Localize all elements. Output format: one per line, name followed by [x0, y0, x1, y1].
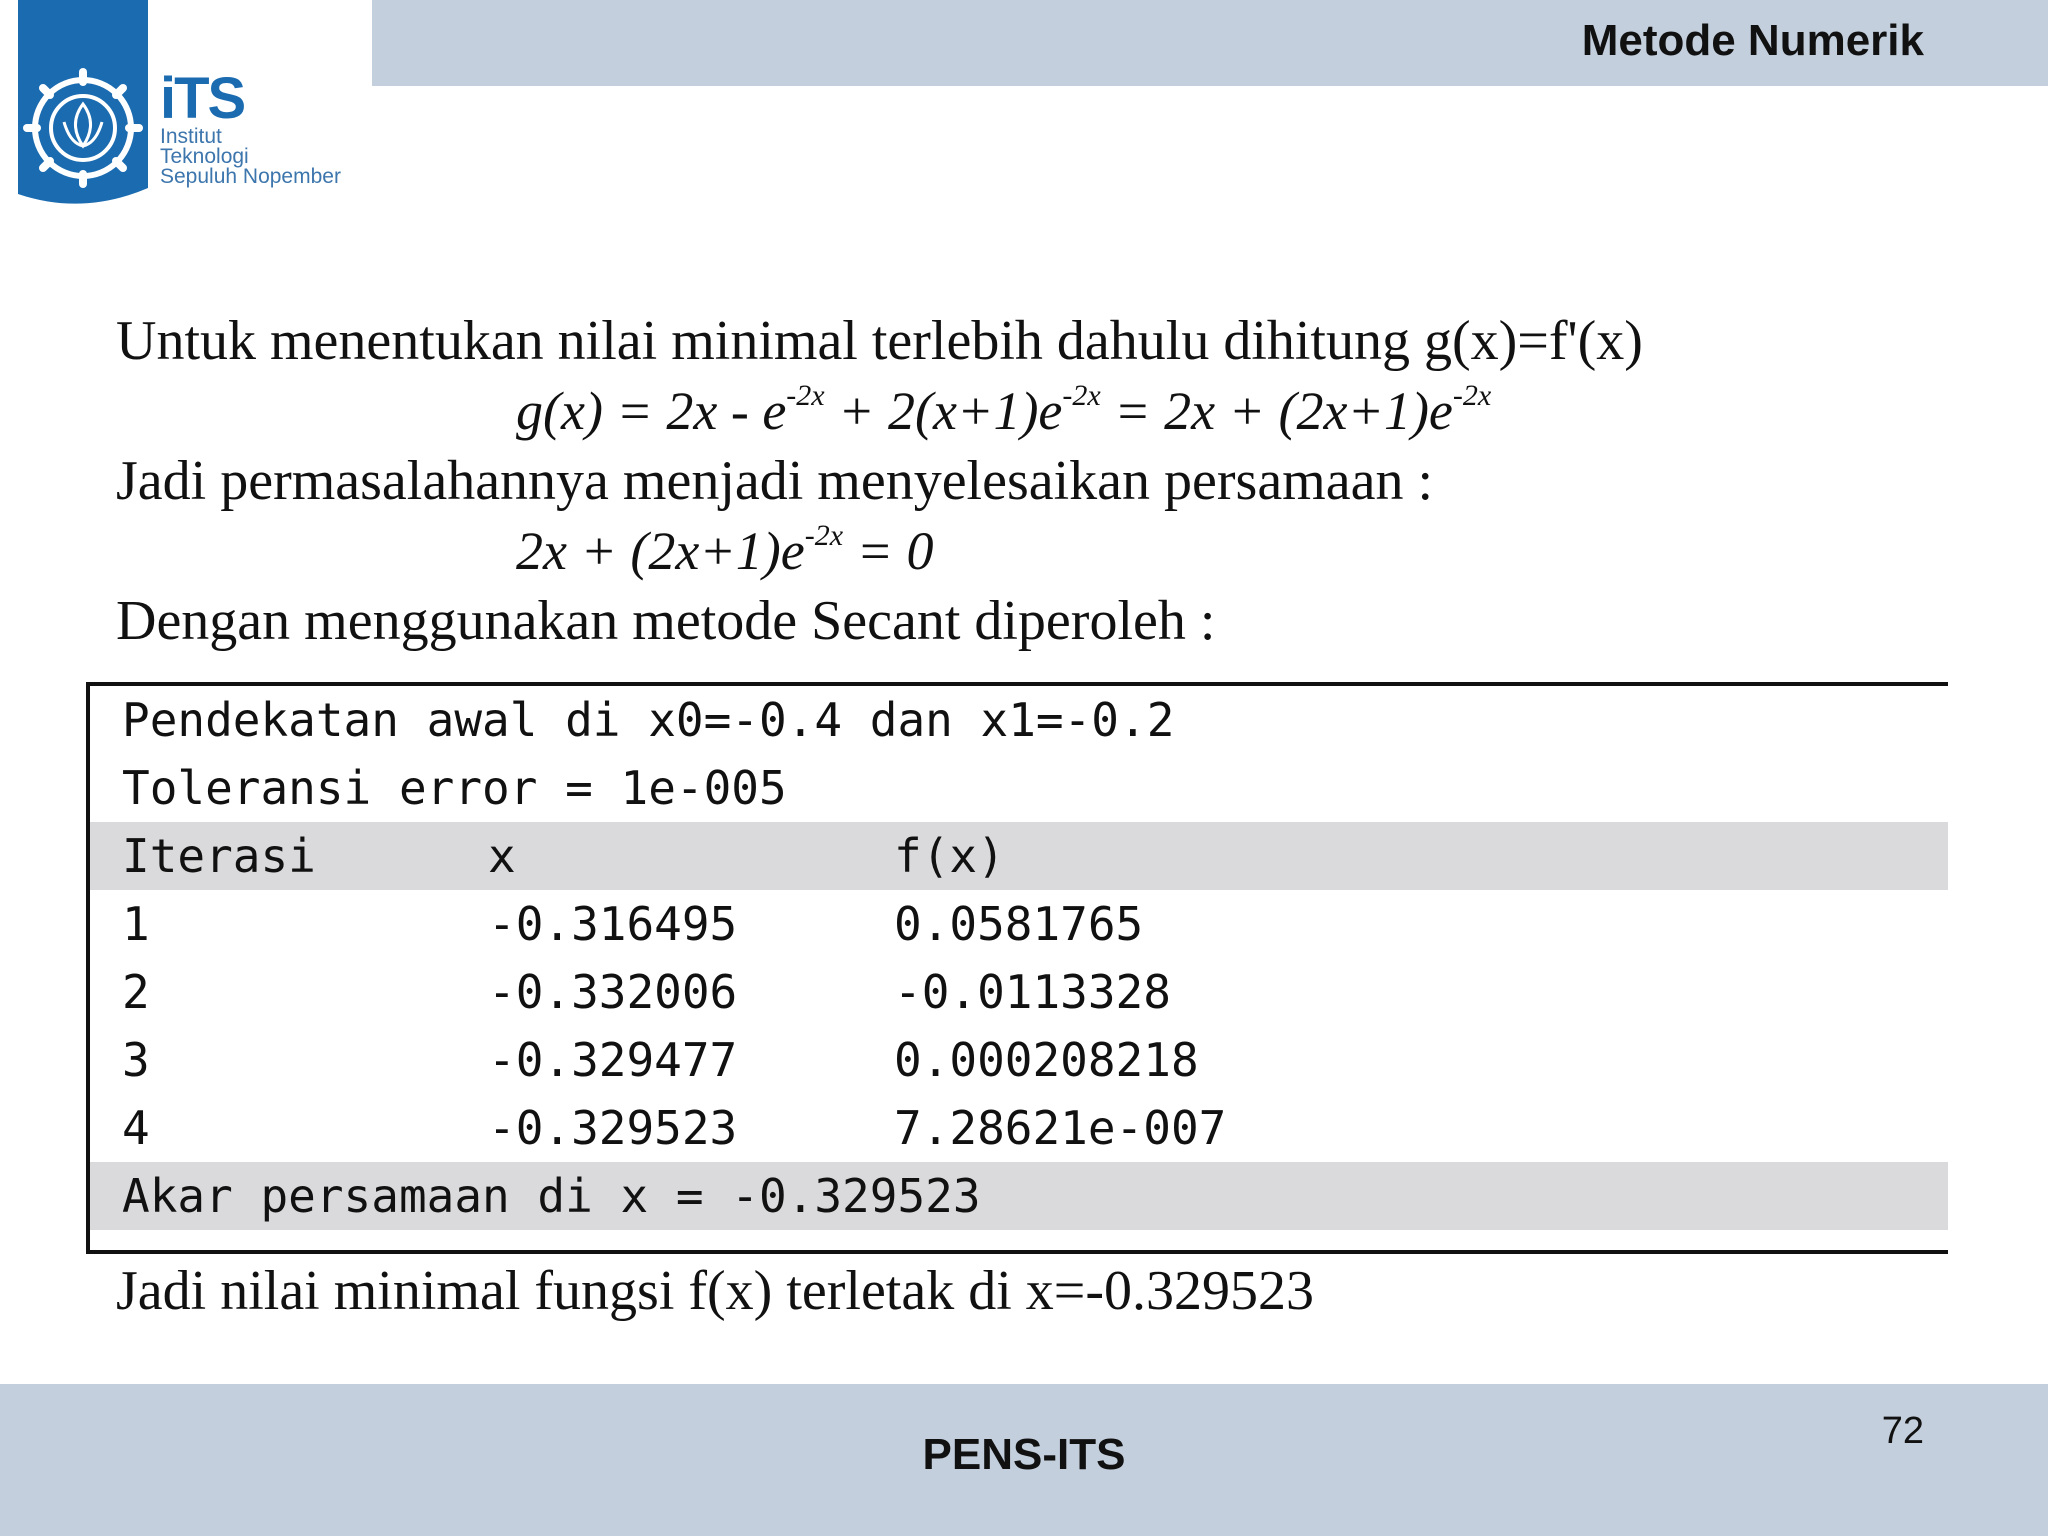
- cell-fx: 0.0581765: [894, 897, 1144, 951]
- cell-x: -0.329477: [488, 1033, 738, 1087]
- formula-part: g(x) = 2x - e: [516, 381, 787, 441]
- table-row: [90, 890, 1948, 958]
- footer-label: PENS-ITS: [922, 1430, 1126, 1479]
- formula-exponent: -2x: [1062, 379, 1101, 412]
- equation-formula: [116, 516, 1946, 586]
- cell-fx: 0.000208218: [894, 1033, 1199, 1087]
- intro-text: Untuk menentukan nilai minimal terlebih dahulu dihitung g(x)=f'(x): [116, 310, 1643, 372]
- cell-x: -0.332006: [488, 965, 738, 1019]
- table-row: [90, 1026, 1948, 1094]
- header-iterasi: Iterasi: [122, 829, 316, 883]
- result-line: Akar persamaan di x = -0.329523: [90, 1162, 1948, 1230]
- table-row: [90, 1094, 1948, 1162]
- slide-body: [116, 306, 1946, 656]
- logo-line-2: Teknologi: [160, 145, 249, 168]
- logo-line-1: Institut: [160, 125, 222, 148]
- formula-part: = 2x + (2x+1)e: [1100, 381, 1453, 441]
- logo-wordmark: iTS: [160, 66, 245, 131]
- cell-iter: 2: [122, 965, 150, 1019]
- footer-bar: [0, 1384, 2048, 1536]
- formula-exponent: -2x: [786, 379, 825, 412]
- cell-x: -0.316495: [488, 897, 738, 951]
- cell-iter: 4: [122, 1101, 150, 1155]
- problem-text: Jadi permasalahannya menjadi menyelesaikan persamaan :: [116, 450, 1434, 512]
- derivative-formula: [116, 376, 1946, 446]
- conclusion-text: Jadi nilai minimal fungsi f(x) terletak di x=-0.329523: [116, 1260, 1315, 1322]
- its-shield-icon: [16, 0, 150, 206]
- method-text: Dengan menggunakan metode Secant diperoleh :: [116, 590, 1216, 652]
- table-header: [90, 822, 1948, 890]
- cell-x: -0.329523: [488, 1101, 738, 1155]
- formula-part: = 0: [843, 521, 934, 581]
- tolerance-line: Toleransi error = 1e-005: [122, 761, 787, 815]
- formula-part: 2x + (2x+1)e: [516, 521, 805, 581]
- header-title: Metode Numerik: [1581, 16, 1924, 65]
- cell-iter: 1: [122, 897, 150, 951]
- secant-output-box: [86, 682, 1948, 1254]
- cell-fx: -0.0113328: [894, 965, 1171, 1019]
- formula-exponent: -2x: [1452, 379, 1492, 412]
- logo-line-3: Sepuluh Nopember: [160, 165, 341, 188]
- cell-fx: 7.28621e-007: [894, 1101, 1227, 1155]
- header-bar: [372, 0, 2048, 86]
- table-row: [90, 958, 1948, 1026]
- cell-iter: 3: [122, 1033, 150, 1087]
- formula-exponent: -2x: [804, 519, 844, 552]
- page-number: 72: [1881, 1410, 1924, 1452]
- header-x: x: [488, 829, 516, 883]
- formula-part: + 2(x+1)e: [824, 381, 1063, 441]
- its-logo: [16, 0, 376, 210]
- header-fx: f(x): [894, 829, 1005, 883]
- initial-guess-line: Pendekatan awal di x0=-0.4 dan x1=-0.2: [122, 693, 1175, 747]
